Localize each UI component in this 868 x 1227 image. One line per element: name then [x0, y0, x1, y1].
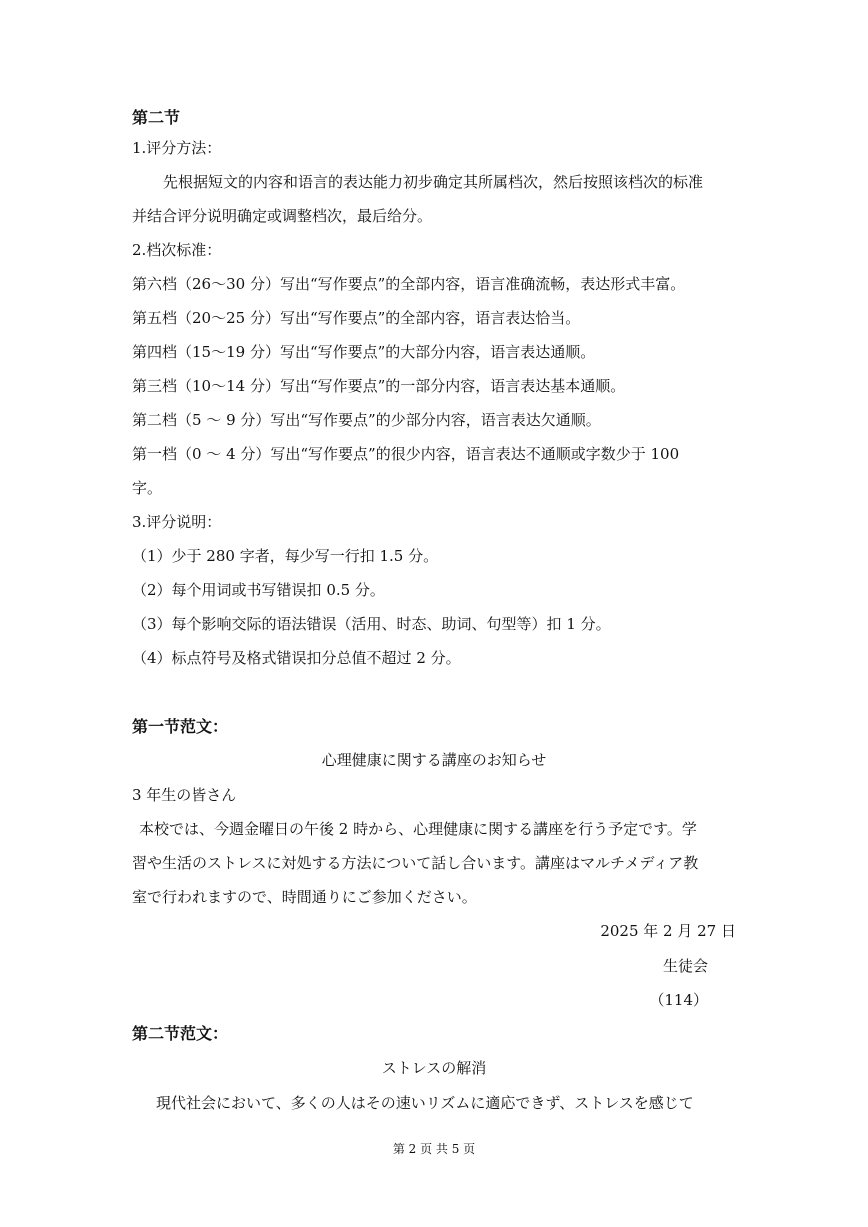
note-line: （2）每个用词或书写错误扣 0.5 分。 [132, 581, 385, 599]
note-line: （4）标点符号及格式错误扣分总值不超过 2 分。 [132, 649, 461, 667]
greeting-line: 3 年生の皆さん [132, 786, 237, 804]
sample-title: ストレスの解消 [381, 1059, 487, 1077]
sample-title: 心理健康に関する講座のお知らせ [321, 751, 547, 769]
paragraph-line: 室で行われますので、時間通りにご参加ください。 [132, 888, 477, 906]
note-line: （3）每个影响交际的语法错误（活用、时态、助词、句型等）扣 1 分。 [132, 615, 611, 633]
paragraph-line: 本校では、今週金曜日の午後 2 時から、心理健康に関する講座を行う予定です。学 [139, 820, 697, 838]
level-line: 第一档（0 ～ 4 分）写出“写作要点”的很少内容，语言表达不通顺或字数少于 100 [132, 445, 680, 463]
section-heading: 第二节 [132, 108, 181, 127]
item-title: 3.评分说明： [132, 513, 222, 531]
level-line: 字。 [132, 479, 163, 497]
level-line: 第四档（15～19 分）写出“写作要点”的大部分内容，语言表达通顺。 [132, 343, 596, 361]
page-number: 第 2 页 共 5 页 [392, 1142, 476, 1156]
paragraph-line: 現代社会において、多くの人はその速いリズムに適応できず、ストレスを感じて [156, 1094, 694, 1112]
level-line: 第六档（26～30 分）写出“写作要点”的全部内容，语言准确流畅，表达形式丰富。 [132, 275, 686, 293]
signature-line: 生徒会 [662, 957, 708, 975]
date-line: 2025 年 2 月 27 日 [600, 922, 736, 940]
word-count: （114） [649, 991, 708, 1009]
level-line: 第五档（20～25 分）写出“写作要点”的全部内容，语言表达恰当。 [132, 309, 581, 327]
paragraph-line: 習や生活のストレスに対処する方法について話し合います。講座はマルチメディア教 [132, 854, 699, 872]
paragraph-line: 并结合评分说明确定或调整档次，最后给分。 [132, 207, 433, 225]
item-title: 1.评分方法： [132, 139, 222, 157]
level-line: 第二档（5 ～ 9 分）写出“写作要点”的少部分内容，语言表达欠通顺。 [132, 411, 601, 429]
section-heading: 第一节范文： [132, 717, 229, 736]
note-line: （1）少于 280 字者，每少写一行扣 1.5 分。 [132, 547, 439, 565]
paragraph-line: 先根据短文的内容和语言的表达能力初步确定其所属档次，然后按照该档次的标准 [163, 173, 704, 191]
level-line: 第三档（10～14 分）写出“写作要点”的一部分内容，语言表达基本通顺。 [132, 377, 626, 395]
section-heading: 第二节范文： [132, 1024, 229, 1043]
item-title: 2.档次标准： [132, 241, 222, 259]
